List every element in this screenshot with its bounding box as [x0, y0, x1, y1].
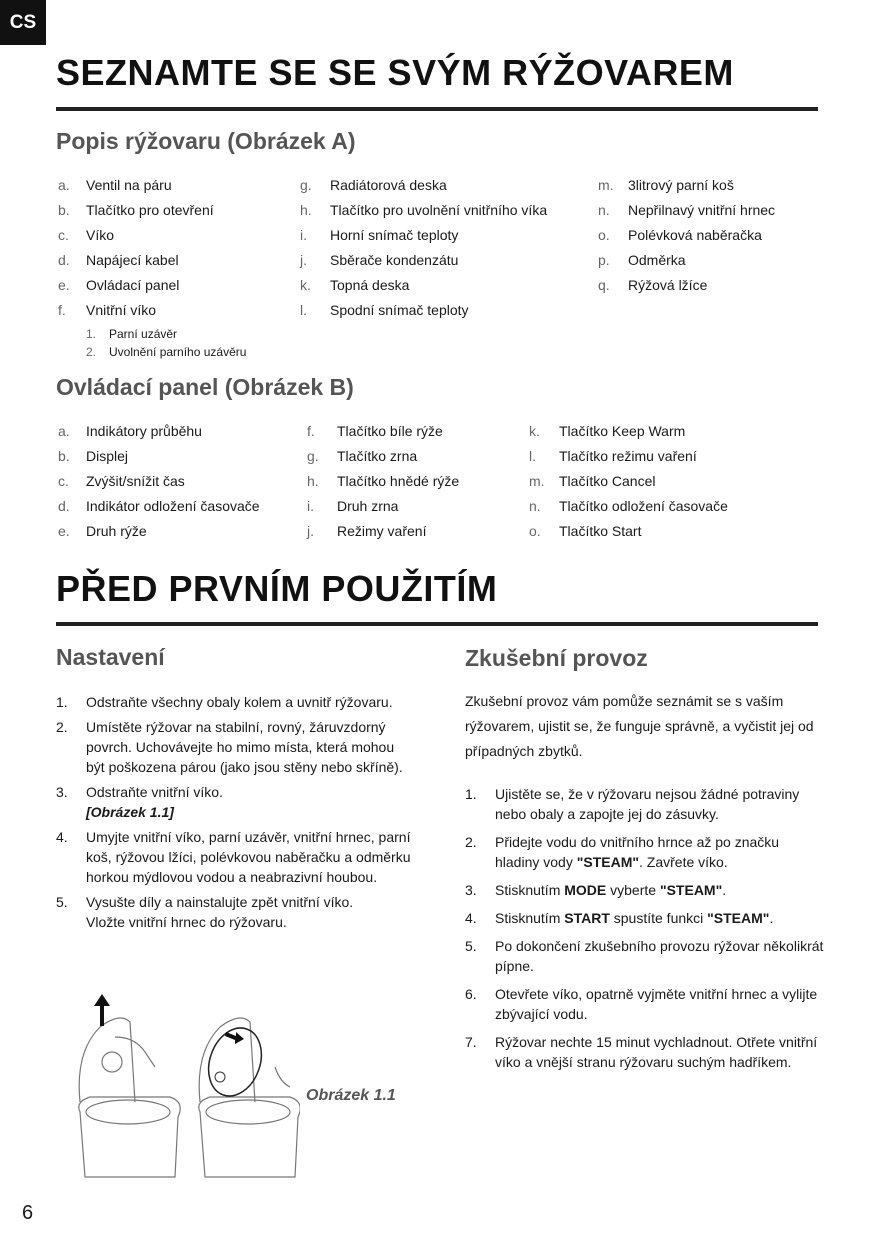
- step-item: [56, 717, 416, 777]
- text-run: Stisknutím: [495, 910, 565, 926]
- step-text: [86, 892, 416, 932]
- item-letter: g.: [300, 177, 312, 193]
- item-letter: c.: [58, 227, 69, 243]
- step-text: [86, 782, 416, 822]
- text-run: Po dokončení zkušebního provozu rýžovar několikrát pípne.: [495, 938, 824, 974]
- step-item: [56, 892, 416, 932]
- step-text: [86, 827, 416, 887]
- arrow-right-icon: [225, 1032, 244, 1044]
- item-label: Tlačítko pro uvolnění vnitřního víka: [330, 202, 548, 218]
- text-run: spustíte funkci: [609, 910, 708, 926]
- item-label: Tlačítko pro otevření: [86, 202, 214, 218]
- step-number: 2.: [465, 834, 477, 850]
- item-letter: a.: [58, 423, 70, 439]
- step-number: 1.: [465, 786, 477, 802]
- step-item: [56, 692, 416, 712]
- panel-heading: Ovládací panel (Obrázek B): [56, 374, 354, 400]
- item-letter: l.: [529, 448, 536, 464]
- text-run: START: [564, 910, 610, 926]
- item-letter: c.: [58, 473, 69, 489]
- item-label: Vnitřní víko: [86, 302, 157, 318]
- step-text: [495, 784, 825, 824]
- text-run: Vysušte díly a nainstalujte zpět vnitřní víko.: [86, 894, 354, 910]
- parts-heading: Popis rýžovaru (Obrázek A): [56, 128, 356, 154]
- item-letter: l.: [300, 302, 307, 318]
- item-letter: e.: [58, 523, 70, 539]
- text-run: Přidejte vodu do vnitřního hrnce až po značku hladiny vody: [495, 834, 780, 870]
- text-run: Umístěte rýžovar na stabilní, rovný, žáruvzdorný povrch. Uchovávejte ho mimo místa, která mohou být poškozena párou (jako jsou stěny nebo skříně).: [86, 719, 403, 775]
- item-letter: f.: [307, 423, 315, 439]
- step-number: 3.: [56, 784, 68, 800]
- step-item: [465, 784, 825, 824]
- item-label: Tlačítko režimu vaření: [559, 448, 697, 464]
- step-text: [495, 1032, 825, 1072]
- step-item: [56, 782, 416, 822]
- figure-caption: Obrázek 1.1: [306, 1087, 396, 1104]
- item-label: Tlačítko odložení časovače: [559, 498, 728, 514]
- item-label: Radiátorová deska: [330, 177, 447, 193]
- item-label: Druh rýže: [86, 523, 147, 539]
- item-label: Tlačítko Keep Warm: [559, 423, 686, 439]
- text-run: . Zavřete víko.: [639, 854, 728, 870]
- item-letter: m.: [529, 473, 545, 489]
- item-letter: q.: [598, 277, 610, 293]
- item-label: Ventil na páru: [86, 177, 172, 193]
- item-label: Tlačítko hnědé rýže: [337, 473, 460, 489]
- item-label: Topná deska: [330, 277, 410, 293]
- step-item: [465, 1032, 825, 1072]
- step-number: 4.: [56, 829, 68, 845]
- text-run: .: [769, 910, 774, 926]
- step-item: [56, 827, 416, 887]
- item-label: Polévková naběračka: [628, 227, 762, 243]
- item-letter: b.: [58, 202, 70, 218]
- item-letter: o.: [529, 523, 541, 539]
- sub-label: Parní uzávěr: [109, 327, 178, 341]
- section-title-before-use: PŘED PRVNÍM POUŽITÍM: [56, 568, 498, 609]
- item-label: Odměrka: [628, 252, 686, 268]
- step-item: [465, 880, 825, 900]
- text-run: Vložte vnitřní hrnec do rýžovaru.: [86, 914, 287, 930]
- step-text: [495, 832, 825, 872]
- item-label: Zvýšit/snížit čas: [86, 473, 185, 489]
- item-letter: h.: [300, 202, 312, 218]
- step-item: [465, 984, 825, 1024]
- item-letter: i.: [300, 227, 307, 243]
- step-text: [495, 984, 825, 1024]
- item-label: Ovládací panel: [86, 277, 180, 293]
- text-run: vyberte: [606, 882, 660, 898]
- item-letter: j.: [300, 252, 307, 268]
- divider: [56, 107, 818, 111]
- setup-steps: [56, 692, 416, 937]
- step-text: [86, 692, 416, 712]
- text-run: "STEAM": [707, 910, 770, 926]
- step-number: 3.: [465, 882, 477, 898]
- step-number: 5.: [465, 938, 477, 954]
- item-letter: k.: [300, 277, 311, 293]
- item-letter: j.: [307, 523, 314, 539]
- item-label: Indikátory průběhu: [86, 423, 202, 439]
- item-label: Spodní snímač teploty: [330, 302, 469, 318]
- step-number: 5.: [56, 894, 68, 910]
- text-run: Stisknutím: [495, 882, 565, 898]
- text-run: Odstraňte vnitřní víko.: [86, 784, 223, 800]
- trial-steps: [465, 784, 825, 1080]
- rice-cooker-illustration: [60, 992, 300, 1188]
- trial-intro: Zkušební provoz vám pomůže seznámit se s vaším rýžovarem, ujistit se, že funguje správně, a vyčistit jej od případných zbytků.: [465, 693, 814, 759]
- text-run: Odstraňte všechny obaly kolem a uvnitř rýžovaru.: [86, 694, 393, 710]
- step-number: 7.: [465, 1034, 477, 1050]
- item-label: Druh zrna: [337, 498, 399, 514]
- text-run: Ujistěte se, že v rýžovaru nejsou žádné potraviny nebo obaly a zapojte jej do zásuvky.: [495, 786, 800, 822]
- item-label: Režimy vaření: [337, 523, 427, 539]
- arrow-up-icon: [94, 994, 110, 1026]
- sub-number: 2.: [86, 345, 97, 359]
- divider: [56, 622, 818, 626]
- item-letter: d.: [58, 252, 70, 268]
- item-letter: h.: [307, 473, 319, 489]
- item-letter: k.: [529, 423, 540, 439]
- setup-heading: Nastavení: [56, 644, 165, 670]
- item-letter: f.: [58, 302, 66, 318]
- item-letter: n.: [598, 202, 610, 218]
- item-label: Sběrače kondenzátu: [330, 252, 459, 268]
- text-run: "STEAM": [659, 882, 723, 898]
- item-letter: o.: [598, 227, 610, 243]
- text-run: MODE: [564, 882, 607, 898]
- step-number: 1.: [56, 694, 68, 710]
- section-title-meet: SEZNAMTE SE SE SVÝM RÝŽOVAREM: [56, 52, 734, 93]
- text-run: Umyjte vnitřní víko, parní uzávěr, vnitřní hrnec, parní koš, rýžovou lžíci, polévkovou naběračku a odměrku horkou mýdlovou vodou a neabrazivní houbou.: [86, 829, 411, 885]
- item-label: Tlačítko Cancel: [559, 473, 656, 489]
- step-number: 2.: [56, 719, 68, 735]
- step-text: [86, 717, 416, 777]
- item-letter: a.: [58, 177, 70, 193]
- text-run: Rýžovar nechte 15 minut vychladnout. Otřete vnitřní víko a vnější stranu rýžovaru suchým hadříkem.: [495, 1034, 818, 1070]
- item-letter: e.: [58, 277, 70, 293]
- step-number: 4.: [465, 910, 477, 926]
- step-item: [465, 936, 825, 976]
- text-run: "STEAM": [576, 854, 639, 870]
- sub-number: 1.: [86, 327, 97, 341]
- step-item: [465, 832, 825, 872]
- step-number: 6.: [465, 986, 477, 1002]
- item-letter: i.: [307, 498, 314, 514]
- item-letter: g.: [307, 448, 319, 464]
- item-label: Tlačítko zrna: [337, 448, 418, 464]
- step-text: [495, 936, 825, 976]
- item-letter: d.: [58, 498, 70, 514]
- text-run: [Obrázek 1.1]: [86, 804, 174, 820]
- item-label: 3litrový parní koš: [628, 177, 734, 193]
- item-letter: p.: [598, 252, 610, 268]
- trial-heading: Zkušební provoz: [465, 645, 648, 671]
- step-text: [495, 880, 825, 900]
- text-run: Otevřete víko, opatrně vyjměte vnitřní hrnec a vylijte zbývající vodu.: [495, 986, 818, 1022]
- item-label: Indikátor odložení časovače: [86, 498, 260, 514]
- item-label: Napájecí kabel: [86, 252, 179, 268]
- item-label: Víko: [86, 227, 115, 243]
- page-number: 6: [22, 1202, 34, 1224]
- item-letter: n.: [529, 498, 541, 514]
- text-run: .: [722, 882, 727, 898]
- item-label: Rýžová lžíce: [628, 277, 708, 293]
- item-letter: m.: [598, 177, 614, 193]
- item-label: Displej: [86, 448, 129, 464]
- step-item: [465, 908, 825, 928]
- item-label: Tlačítko bíle rýže: [337, 423, 443, 439]
- item-label: Tlačítko Start: [559, 523, 642, 539]
- item-label: Horní snímač teploty: [330, 227, 459, 243]
- item-letter: b.: [58, 448, 70, 464]
- step-text: [495, 908, 825, 928]
- item-label: Nepřilnavý vnitřní hrnec: [628, 202, 776, 218]
- sub-label: Uvolnění parního uzávěru: [109, 345, 247, 359]
- language-badge: CS: [0, 0, 46, 45]
